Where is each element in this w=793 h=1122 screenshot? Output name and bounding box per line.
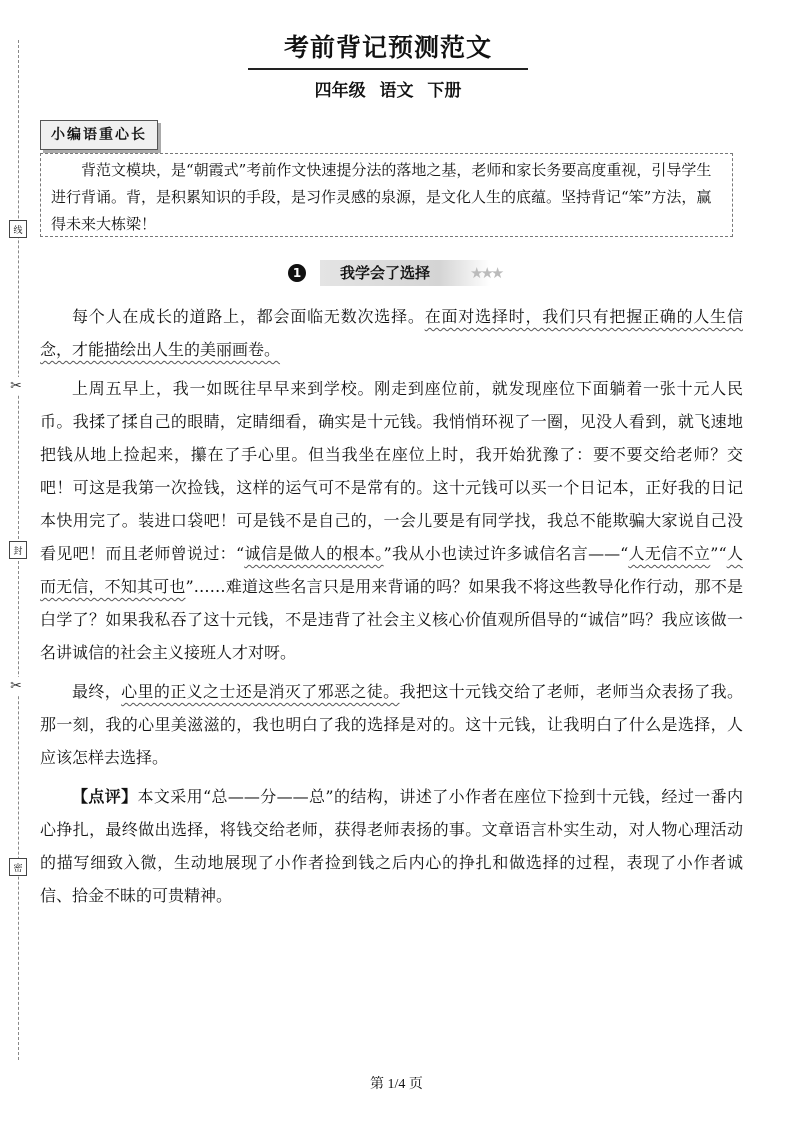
essay-text: 上周五早上，我一如既往早早来到学校。刚走到座位前，就发现座位下面躺着一张十元人民币。我揉了揉自己的眼睛，定睛细看，确实是十元钱。我悄悄环视了一圈，见没人看到，就飞速地把钱从地上捡起来，攥在了手心里。但当我坐在座位上时，我开始犹豫了：要不要交给老师？交吧！可这是我第一次捡钱，这样的运气可不是常有的。这十元钱可以买一个日记本，正好我的日记本快用完了。装进口袋吧！可是钱不是自己的，一会儿要是有同学找，我总不能欺骗大家说自己没看见吧！而且老师曾说过：“ [40,379,743,563]
essay-text: 最终， [72,682,122,701]
essay-paragraph-3 [40,675,743,774]
page-title: 考前背记预测范文 [248,28,528,70]
highlighted-quote: 诚信是做人的根本。 [244,544,384,563]
highlighted-sentence: 心里的正义之士还是消灭了邪恶之徒。 [121,682,400,701]
highlighted-quote: 人而无信，不知其可也 [40,544,743,596]
section-heading [288,258,501,288]
editor-note-box [40,153,733,237]
editor-note-text: 背范文模块，是“朝霞式”考前作文快速提分法的落地之基，老师和家长务要高度重视，引导学生进行背诵。背，是积累知识的手段，是习作灵感的泉源，是文化人生的底蕴。坚持背记“笨”方法，赢得未来大栋梁！ [51,161,712,233]
editor-note-badge: 小编语重心长 [40,120,158,150]
scissor-icon: ✂ [7,377,25,395]
header [248,28,528,101]
page-subtitle: 四年级 语文 下册 [314,81,462,101]
comment-text: 本文采用“总——分——总”的结构，讲述了小作者在座位下捡到十元钱，经过一番内心挣扎，最终做出选择，将钱交给老师，获得老师表扬的事。文章语言朴实生动，对人物心理活动的描写细致入微，生动地展现了小作者捡到钱之后内心的挣扎和做选择的过程，表现了小作者诚信、拾金不昧的可贵精神。 [40,787,743,905]
page-number: 第 1/4 页 [370,1077,423,1092]
essay-paragraph-2 [40,372,743,669]
scissor-icon: ✂ [7,677,25,695]
essay-comment [40,780,743,912]
essay-text: ”“ [710,544,727,563]
essay-text: 每个人在成长的道路上，都会面临无数次选择。 [72,307,425,326]
highlighted-sentence: 在面对选择时，我们只有把握正确的人生信念，才能描绘出人生的美丽画卷。 [40,307,743,359]
margin-tag-feng: 封 [9,541,27,559]
section-title: 我学会了选择 [320,260,490,286]
margin-tag-mi: 密 [9,858,27,876]
highlighted-quote: 人无信不立 [628,544,711,563]
essay-text: ”我从小也读过许多诚信名言——“ [383,544,629,563]
comment-label: 【点评】 [72,787,138,806]
section-number: 1 [288,264,306,282]
essay-paragraph-1 [40,300,743,366]
essay-text: 我把这十元钱交给了老师，老师当众表扬了我。那一刻，我的心里美滋滋的，我也明白了我的选择是对的。这十元钱，让我明白了什么是选择，人应该怎样去选择。 [40,682,743,767]
stars-icon: ★★★ [470,264,502,282]
essay-text: ”……难道这些名言只是用来背诵的吗？如果我不将这些教导化作行动，那不是白学了？如果我私吞了这十元钱，不是违背了社会主义核心价值观所倡导的“诚信”吗？我应该做一名讲诚信的社会主义接班人才对呀。 [40,577,743,662]
margin-tag-xian: 线 [9,220,27,238]
essay-body [40,300,743,918]
